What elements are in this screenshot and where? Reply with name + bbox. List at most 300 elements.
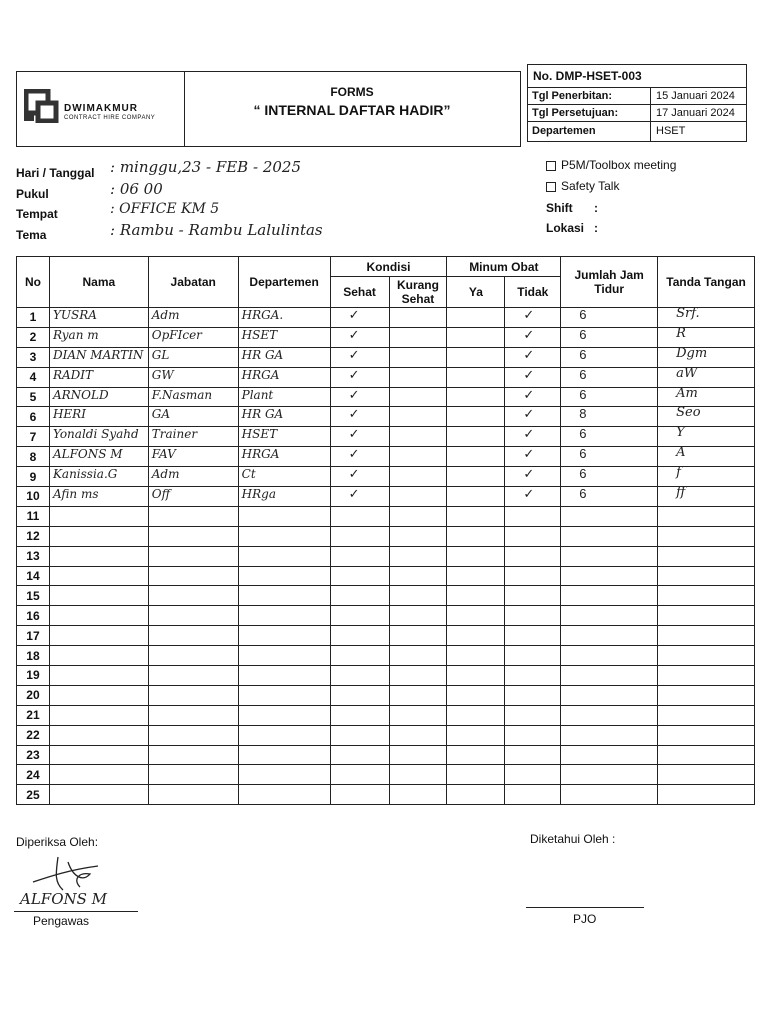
table-row [17, 566, 755, 586]
departemen-cell[interactable] [238, 646, 330, 666]
nama-cell[interactable] [49, 308, 148, 328]
jam-tidur-cell-text: 6 [579, 446, 587, 462]
departemen-cell[interactable] [238, 487, 330, 507]
departemen-cell[interactable] [238, 467, 330, 487]
departemen-cell[interactable] [238, 546, 330, 566]
tidak-cell[interactable] [505, 666, 561, 686]
jam-tidur-cell[interactable] [561, 407, 658, 427]
nama-cell[interactable] [49, 745, 148, 765]
tidak-cell[interactable] [505, 308, 561, 328]
kurang-sehat-cell[interactable] [389, 626, 447, 646]
jabatan-cell[interactable] [148, 646, 238, 666]
table-row [17, 606, 755, 626]
kurang-sehat-cell[interactable] [389, 606, 447, 626]
jam-tidur-cell[interactable] [561, 626, 658, 646]
nama-cell[interactable] [49, 447, 148, 467]
departemen-cell[interactable] [238, 308, 330, 328]
jabatan-cell[interactable] [148, 427, 238, 447]
tidak-cell-text: ✓ [523, 346, 535, 362]
tanda-tangan-cell[interactable] [658, 487, 755, 507]
tidak-cell[interactable] [505, 546, 561, 566]
ya-cell[interactable] [447, 526, 505, 546]
departemen-cell[interactable] [238, 586, 330, 606]
nama-cell-text: Yonaldi Syahd [52, 427, 139, 442]
tidak-cell[interactable] [505, 447, 561, 467]
sehat-cell[interactable] [330, 427, 389, 447]
sehat-cell[interactable] [330, 467, 389, 487]
jabatan-cell[interactable] [148, 626, 238, 646]
departemen-cell-text: HR GA [241, 347, 284, 362]
table-row [17, 467, 755, 487]
jabatan-cell[interactable] [148, 308, 238, 328]
sehat-cell[interactable] [330, 666, 389, 686]
jabatan-cell[interactable] [148, 327, 238, 347]
row-number: 25 [17, 785, 50, 805]
sehat-cell[interactable] [330, 487, 389, 507]
nama-cell-text: DIAN MARTIN [52, 347, 144, 362]
departemen-cell[interactable] [238, 506, 330, 526]
ya-cell[interactable] [447, 327, 505, 347]
jabatan-cell-text: Off [151, 487, 171, 502]
kurang-sehat-cell[interactable] [389, 387, 447, 407]
jabatan-cell[interactable] [148, 506, 238, 526]
tanda-tangan-cell-text: ff [676, 485, 686, 501]
tanda-tangan-cell[interactable] [658, 646, 755, 666]
tanda-tangan-cell[interactable] [658, 765, 755, 785]
tanda-tangan-cell[interactable] [658, 745, 755, 765]
kurang-sehat-cell[interactable] [389, 467, 447, 487]
sehat-cell[interactable] [330, 546, 389, 566]
header-jabatan: Jabatan [148, 257, 238, 308]
sehat-cell[interactable] [330, 765, 389, 785]
jam-tidur-cell[interactable] [561, 546, 658, 566]
sehat-cell[interactable] [330, 407, 389, 427]
ya-cell[interactable] [447, 725, 505, 745]
jam-tidur-cell[interactable] [561, 347, 658, 367]
jabatan-cell[interactable] [148, 745, 238, 765]
safety-talk-checkbox[interactable] [546, 182, 556, 192]
jam-tidur-cell[interactable] [561, 467, 658, 487]
company-tagline: CONTRACT HIRE COMPANY [64, 115, 156, 121]
jam-tidur-cell[interactable] [561, 327, 658, 347]
row-number: 1 [17, 308, 50, 328]
sehat-cell[interactable] [330, 447, 389, 467]
tanda-tangan-cell[interactable] [658, 606, 755, 626]
kurang-sehat-cell[interactable] [389, 308, 447, 328]
row-number: 11 [17, 506, 50, 526]
document-number: No. DMP-HSET-003 [533, 69, 642, 83]
jam-tidur-cell[interactable] [561, 765, 658, 785]
kurang-sehat-cell[interactable] [389, 447, 447, 467]
row-number: 16 [17, 606, 50, 626]
ya-cell[interactable] [447, 427, 505, 447]
tanda-tangan-cell-text: Am [676, 385, 698, 401]
departemen-cell[interactable] [238, 705, 330, 725]
kurang-sehat-cell[interactable] [389, 705, 447, 725]
tidak-cell[interactable] [505, 586, 561, 606]
jam-tidur-cell[interactable] [561, 705, 658, 725]
jam-tidur-cell[interactable] [561, 447, 658, 467]
ya-cell[interactable] [447, 308, 505, 328]
jabatan-cell[interactable] [148, 546, 238, 566]
sehat-cell[interactable] [330, 685, 389, 705]
jabatan-cell[interactable] [148, 447, 238, 467]
tidak-cell[interactable] [505, 327, 561, 347]
departemen-cell-text: HR GA [241, 407, 284, 422]
jabatan-cell[interactable] [148, 487, 238, 507]
diperiksa-name: ALFONS M [20, 890, 108, 908]
jam-tidur-cell[interactable] [561, 308, 658, 328]
ya-cell[interactable] [447, 705, 505, 725]
pukul-value: : 06 00 [110, 180, 163, 198]
ya-cell[interactable] [447, 666, 505, 686]
tidak-cell[interactable] [505, 566, 561, 586]
jabatan-cell[interactable] [148, 666, 238, 686]
ya-cell[interactable] [447, 745, 505, 765]
nama-cell[interactable] [49, 685, 148, 705]
nama-cell[interactable] [49, 526, 148, 546]
nama-cell[interactable] [49, 626, 148, 646]
jabatan-cell[interactable] [148, 705, 238, 725]
ya-cell[interactable] [447, 447, 505, 467]
tidak-cell[interactable] [505, 467, 561, 487]
row-number: 3 [17, 347, 50, 367]
departemen-cell-text: HRga [241, 487, 276, 502]
ya-cell[interactable] [447, 347, 505, 367]
kurang-sehat-cell[interactable] [389, 685, 447, 705]
jam-tidur-cell[interactable] [561, 725, 658, 745]
kurang-sehat-cell[interactable] [389, 487, 447, 507]
jam-tidur-cell[interactable] [561, 666, 658, 686]
jabatan-cell[interactable] [148, 526, 238, 546]
jabatan-cell[interactable] [148, 785, 238, 805]
row-number: 21 [17, 705, 50, 725]
ya-cell[interactable] [447, 467, 505, 487]
jabatan-cell-text: GL [151, 347, 170, 362]
kurang-sehat-cell[interactable] [389, 347, 447, 367]
ya-cell[interactable] [447, 487, 505, 507]
ya-cell[interactable] [447, 387, 505, 407]
departemen-cell[interactable] [238, 407, 330, 427]
ya-cell[interactable] [447, 785, 505, 805]
jam-tidur-cell-text: 6 [579, 366, 587, 382]
ya-cell[interactable] [447, 685, 505, 705]
jam-tidur-cell[interactable] [561, 566, 658, 586]
table-row [17, 765, 755, 785]
lokasi-label: Lokasi [546, 221, 585, 235]
tanda-tangan-cell[interactable] [658, 407, 755, 427]
sehat-cell[interactable] [330, 526, 389, 546]
header-kurang-sehat: Kurang Sehat [389, 277, 447, 308]
nama-cell[interactable] [49, 705, 148, 725]
kurang-sehat-cell[interactable] [389, 407, 447, 427]
nama-cell[interactable] [49, 785, 148, 805]
tema-label: Tema [16, 228, 47, 242]
ya-cell[interactable] [447, 646, 505, 666]
nama-cell[interactable] [49, 427, 148, 447]
nama-cell[interactable] [49, 606, 148, 626]
jabatan-cell[interactable] [148, 765, 238, 785]
jam-tidur-cell[interactable] [561, 526, 658, 546]
kurang-sehat-cell[interactable] [389, 745, 447, 765]
tanda-tangan-cell[interactable] [658, 347, 755, 367]
tanda-tangan-cell-text: A [676, 445, 686, 461]
departemen-label: Departemen [532, 125, 596, 137]
departemen-cell[interactable] [238, 367, 330, 387]
sehat-cell[interactable] [330, 705, 389, 725]
departemen-cell[interactable] [238, 526, 330, 546]
tidak-cell-text: ✓ [523, 326, 535, 342]
nama-cell-text: Kanissia.G [52, 467, 118, 482]
table-row [17, 308, 755, 328]
option-p5m[interactable] [546, 158, 676, 172]
form-title-line1: FORMS [330, 85, 374, 99]
nama-cell[interactable] [49, 506, 148, 526]
header-departemen: Departemen [238, 257, 330, 308]
ya-cell[interactable] [447, 626, 505, 646]
kurang-sehat-cell[interactable] [389, 526, 447, 546]
company-logo-icon [24, 89, 60, 123]
tidak-cell[interactable] [505, 725, 561, 745]
tidak-cell[interactable] [505, 367, 561, 387]
ya-cell[interactable] [447, 407, 505, 427]
table-row [17, 407, 755, 427]
ya-cell[interactable] [447, 566, 505, 586]
kurang-sehat-cell[interactable] [389, 327, 447, 347]
kurang-sehat-cell[interactable] [389, 765, 447, 785]
sehat-cell[interactable] [330, 606, 389, 626]
kurang-sehat-cell[interactable] [389, 546, 447, 566]
departemen-cell[interactable] [238, 447, 330, 467]
tidak-cell[interactable] [505, 487, 561, 507]
tidak-cell[interactable] [505, 785, 561, 805]
sehat-cell-text: ✓ [348, 426, 360, 442]
sehat-cell[interactable] [330, 646, 389, 666]
tanda-tangan-cell[interactable] [658, 566, 755, 586]
jabatan-cell[interactable] [148, 566, 238, 586]
tidak-cell[interactable] [505, 387, 561, 407]
departemen-cell[interactable] [238, 566, 330, 586]
tanda-tangan-cell[interactable] [658, 626, 755, 646]
tempat-label: Tempat [16, 207, 58, 221]
tgl-penerbitan-value: 15 Januari 2024 [656, 90, 735, 102]
ya-cell[interactable] [447, 367, 505, 387]
tanda-tangan-cell[interactable] [658, 685, 755, 705]
departemen-cell-text: HRGA [241, 447, 280, 462]
jam-tidur-cell-text: 6 [579, 426, 587, 442]
sehat-cell[interactable] [330, 725, 389, 745]
tanda-tangan-cell[interactable] [658, 308, 755, 328]
jam-tidur-cell[interactable] [561, 646, 658, 666]
nama-cell[interactable] [49, 487, 148, 507]
kurang-sehat-cell[interactable] [389, 666, 447, 686]
sehat-cell[interactable] [330, 785, 389, 805]
jabatan-cell[interactable] [148, 467, 238, 487]
kurang-sehat-cell[interactable] [389, 646, 447, 666]
jabatan-cell[interactable] [148, 586, 238, 606]
departemen-cell[interactable] [238, 347, 330, 367]
nama-cell[interactable] [49, 367, 148, 387]
nama-cell[interactable] [49, 646, 148, 666]
company-name: DWIMAKMUR [64, 103, 138, 114]
nama-cell-text: ALFONS M [52, 447, 123, 462]
tanda-tangan-cell[interactable] [658, 666, 755, 686]
jam-tidur-cell[interactable] [561, 606, 658, 626]
ya-cell[interactable] [447, 506, 505, 526]
tidak-cell[interactable] [505, 705, 561, 725]
nama-cell[interactable] [49, 725, 148, 745]
pengawas-signature-icon [28, 852, 108, 894]
kurang-sehat-cell[interactable] [389, 427, 447, 447]
shift-label: Shift [546, 201, 573, 215]
tidak-cell[interactable] [505, 606, 561, 626]
kurang-sehat-cell[interactable] [389, 367, 447, 387]
table-row [17, 347, 755, 367]
header-ya: Ya [447, 277, 505, 308]
tidak-cell[interactable] [505, 526, 561, 546]
row-number: 23 [17, 745, 50, 765]
tidak-cell[interactable] [505, 646, 561, 666]
tanda-tangan-cell[interactable] [658, 327, 755, 347]
tanda-tangan-cell[interactable] [658, 367, 755, 387]
ya-cell[interactable] [447, 606, 505, 626]
tanda-tangan-cell[interactable] [658, 586, 755, 606]
nama-cell[interactable] [49, 666, 148, 686]
nama-cell-text: Afin ms [52, 487, 99, 502]
sehat-cell[interactable] [330, 506, 389, 526]
sehat-cell[interactable] [330, 626, 389, 646]
tidak-cell[interactable] [505, 407, 561, 427]
tanda-tangan-cell[interactable] [658, 387, 755, 407]
tanda-tangan-cell[interactable] [658, 705, 755, 725]
jabatan-cell[interactable] [148, 367, 238, 387]
nama-cell[interactable] [49, 467, 148, 487]
shift-value: : [594, 201, 598, 215]
tanda-tangan-cell[interactable] [658, 526, 755, 546]
tidak-cell[interactable] [505, 626, 561, 646]
nama-cell[interactable] [49, 546, 148, 566]
tanda-tangan-cell[interactable] [658, 427, 755, 447]
departemen-cell[interactable] [238, 765, 330, 785]
tanda-tangan-cell[interactable] [658, 447, 755, 467]
header-no: No [17, 257, 50, 308]
tanda-tangan-cell[interactable] [658, 506, 755, 526]
kurang-sehat-cell[interactable] [389, 586, 447, 606]
table-row [17, 666, 755, 686]
tidak-cell[interactable] [505, 745, 561, 765]
nama-cell[interactable] [49, 387, 148, 407]
jam-tidur-cell[interactable] [561, 785, 658, 805]
kurang-sehat-cell[interactable] [389, 566, 447, 586]
ya-cell[interactable] [447, 586, 505, 606]
form-title-cell [184, 72, 520, 146]
ya-cell[interactable] [447, 546, 505, 566]
tidak-cell[interactable] [505, 347, 561, 367]
sehat-cell[interactable] [330, 367, 389, 387]
tidak-cell[interactable] [505, 685, 561, 705]
kurang-sehat-cell[interactable] [389, 785, 447, 805]
departemen-cell-text: Ct [241, 467, 256, 482]
option-safety-talk[interactable] [546, 179, 619, 193]
table-row [17, 705, 755, 725]
hari-value: : minggu,23 - FEB - 2025 [110, 158, 301, 176]
sehat-cell[interactable] [330, 566, 389, 586]
kurang-sehat-cell[interactable] [389, 506, 447, 526]
jabatan-cell[interactable] [148, 685, 238, 705]
row-number: 4 [17, 367, 50, 387]
departemen-cell[interactable] [238, 327, 330, 347]
row-number: 22 [17, 725, 50, 745]
departemen-cell[interactable] [238, 745, 330, 765]
nama-cell[interactable] [49, 327, 148, 347]
departemen-cell[interactable] [238, 785, 330, 805]
row-number: 10 [17, 487, 50, 507]
tanda-tangan-cell[interactable] [658, 725, 755, 745]
departemen-cell[interactable] [238, 606, 330, 626]
nama-cell[interactable] [49, 765, 148, 785]
table-row [17, 327, 755, 347]
departemen-cell[interactable] [238, 387, 330, 407]
tgl-penerbitan-label: Tgl Penerbitan: [532, 90, 613, 102]
jam-tidur-cell[interactable] [561, 685, 658, 705]
jam-tidur-cell-text: 8 [579, 406, 587, 422]
jabatan-cell[interactable] [148, 725, 238, 745]
p5m-checkbox[interactable] [546, 161, 556, 171]
nama-cell[interactable] [49, 347, 148, 367]
nama-cell[interactable] [49, 566, 148, 586]
nama-cell[interactable] [49, 407, 148, 427]
departemen-cell[interactable] [238, 725, 330, 745]
row-number: 7 [17, 427, 50, 447]
departemen-cell[interactable] [238, 626, 330, 646]
sehat-cell[interactable] [330, 586, 389, 606]
jam-tidur-cell-text: 6 [579, 386, 587, 402]
kurang-sehat-cell[interactable] [389, 725, 447, 745]
sehat-cell[interactable] [330, 347, 389, 367]
jam-tidur-cell[interactable] [561, 506, 658, 526]
form-title-line2: “ INTERNAL DAFTAR HADIR” [253, 102, 451, 118]
jam-tidur-cell[interactable] [561, 427, 658, 447]
tanda-tangan-cell[interactable] [658, 546, 755, 566]
tidak-cell[interactable] [505, 765, 561, 785]
jabatan-cell[interactable] [148, 606, 238, 626]
jam-tidur-cell[interactable] [561, 586, 658, 606]
jam-tidur-cell[interactable] [561, 387, 658, 407]
sehat-cell[interactable] [330, 387, 389, 407]
tanda-tangan-cell[interactable] [658, 467, 755, 487]
p5m-label: P5M/Toolbox meeting [561, 158, 677, 172]
jam-tidur-cell[interactable] [561, 487, 658, 507]
jam-tidur-cell[interactable] [561, 745, 658, 765]
departemen-cell[interactable] [238, 666, 330, 686]
sehat-cell[interactable] [330, 327, 389, 347]
departemen-cell[interactable] [238, 427, 330, 447]
tanda-tangan-cell[interactable] [658, 785, 755, 805]
sehat-cell-text: ✓ [348, 406, 360, 422]
tidak-cell[interactable] [505, 506, 561, 526]
nama-cell[interactable] [49, 586, 148, 606]
jabatan-cell[interactable] [148, 407, 238, 427]
table-row [17, 725, 755, 745]
sehat-cell[interactable] [330, 745, 389, 765]
jabatan-cell[interactable] [148, 347, 238, 367]
jabatan-cell[interactable] [148, 387, 238, 407]
sehat-cell[interactable] [330, 308, 389, 328]
departemen-cell[interactable] [238, 685, 330, 705]
jam-tidur-cell[interactable] [561, 367, 658, 387]
ya-cell[interactable] [447, 765, 505, 785]
tidak-cell[interactable] [505, 427, 561, 447]
